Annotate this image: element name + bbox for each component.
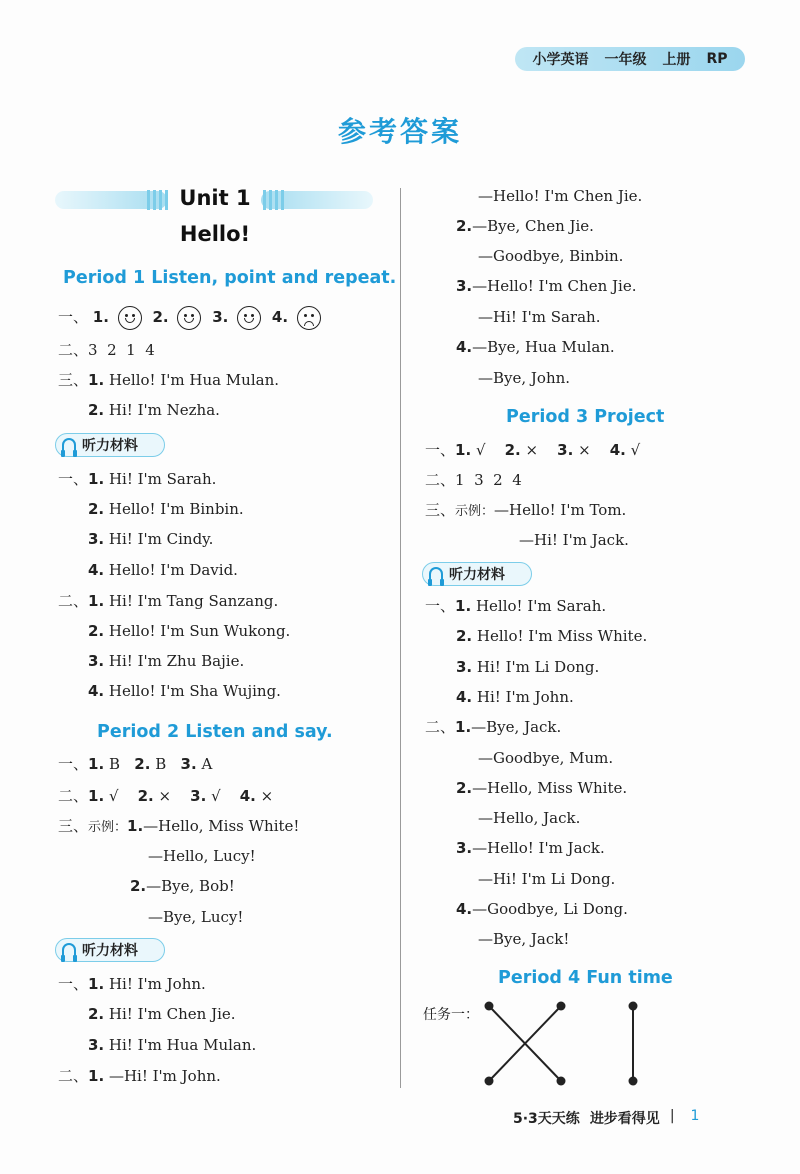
p2-a1-label: 一、	[58, 975, 89, 993]
dialogue-line: —Bye, Jack.	[471, 718, 562, 736]
item-number: 2.	[88, 1005, 105, 1023]
list-item	[456, 337, 615, 357]
item-number: 2.	[456, 627, 473, 645]
p1-q1-n2: 2.	[152, 308, 169, 326]
p2-q3-row2	[130, 876, 235, 896]
answer: ×	[260, 787, 274, 805]
p1-q3-n1: 1.	[88, 371, 105, 389]
audio-material-label: 听力材料	[82, 438, 138, 454]
item-number: 2.	[504, 441, 521, 459]
audio-material-tag	[422, 562, 532, 586]
p1-q3-n2: 2.	[88, 401, 105, 419]
item-text: Hi! I'm John.	[108, 975, 206, 993]
item-number: 2.	[88, 622, 105, 640]
list-item	[425, 596, 606, 616]
p1-q1-n1: 1.	[92, 308, 109, 326]
headphone-icon	[429, 567, 443, 581]
p1-q2-answer: 3 2 1 4	[88, 341, 155, 359]
list-item	[88, 1035, 256, 1055]
item-number: 2.	[456, 217, 473, 235]
audio-material-label: 听力材料	[82, 943, 138, 959]
list-item	[88, 529, 213, 549]
dialogue-line: —Bye, Jack!	[478, 930, 570, 948]
list-item	[88, 621, 290, 641]
header-edition: RP	[706, 51, 728, 67]
p2-q1-label: 一、	[58, 755, 89, 773]
dialogue-line: —Bye, Bob!	[146, 877, 235, 895]
audio-material-tag	[55, 433, 165, 457]
p1-q1-n3: 3.	[212, 308, 229, 326]
footer-series: 5·3天天练	[513, 1111, 580, 1127]
item-number: 4.	[88, 561, 105, 579]
item-number: 4.	[456, 900, 473, 918]
period-3-title: Period 3 Project	[506, 407, 665, 427]
list-item	[58, 591, 278, 611]
item-number: 3.	[88, 1036, 105, 1054]
item-number: 2.	[137, 787, 154, 805]
item-text: Hi! I'm Tang Sanzang.	[108, 592, 279, 610]
match-dot	[485, 1002, 494, 1011]
footer-slogan: 进步看得见	[589, 1111, 660, 1127]
p1-a2-label: 二、	[58, 592, 89, 610]
item-number: 2.	[134, 755, 151, 773]
item-number: 1.	[88, 975, 105, 993]
p1-q1-row	[58, 306, 327, 330]
period-1-title: Period 1 Listen, point and repeat.	[63, 268, 397, 288]
audio-material-label: 听力材料	[449, 567, 505, 583]
period-4-title: Period 4 Fun time	[498, 968, 673, 988]
list-item	[456, 687, 574, 707]
item-number: 2.	[456, 779, 473, 797]
item-text: Hi! I'm Chen Jie.	[108, 1005, 236, 1023]
match-dot	[557, 1077, 566, 1086]
match-dot	[629, 1077, 638, 1086]
lesson-title: Hello!	[179, 222, 251, 246]
unit-title: Unit 1	[179, 186, 251, 210]
page-number: 1	[690, 1108, 700, 1124]
page-footer	[513, 1108, 699, 1128]
item-text: Hello! I'm David.	[108, 561, 238, 579]
list-item	[456, 838, 605, 858]
headphone-icon	[62, 438, 76, 452]
answer: ×	[525, 441, 539, 459]
footer-separator: |	[669, 1108, 675, 1124]
item-text: Hello! I'm Binbin.	[108, 500, 244, 518]
item-number: 3.	[190, 787, 207, 805]
p1-q2-label: 二、	[58, 341, 89, 359]
item-number: 3.	[456, 277, 473, 295]
period-2-title: Period 2 Listen and say.	[97, 722, 333, 742]
dialogue-line: —Hello, Miss White.	[472, 779, 628, 797]
p2-a2-label: 二、	[58, 1067, 89, 1085]
answer: √	[108, 787, 119, 805]
answer: A	[201, 755, 213, 773]
dialogue-line: —Bye, Hua Mulan.	[472, 338, 615, 356]
p1-q3-row2	[88, 400, 220, 420]
item-number: 3.	[456, 839, 473, 857]
matching-lines-diagram	[478, 996, 648, 1086]
dialogue-line: —Bye, Chen Jie.	[472, 217, 594, 235]
answer: ×	[578, 441, 591, 459]
p1-q3-label: 三、	[58, 371, 89, 389]
item-number: 2.	[88, 500, 105, 518]
list-item	[88, 560, 238, 580]
item-number: 3.	[88, 530, 105, 548]
answer: √	[211, 787, 221, 805]
match-dot	[557, 1002, 566, 1011]
item-number: 1.	[127, 817, 144, 835]
p3-q1-label: 一、	[425, 441, 456, 459]
item-number: 3.	[456, 658, 473, 676]
item-number: 4.	[456, 688, 473, 706]
item-number: 4.	[456, 338, 473, 356]
item-number: 1.	[455, 597, 472, 615]
p2-q1-row	[58, 754, 212, 774]
list-item	[456, 899, 628, 919]
item-text: Hi! I'm Zhu Bajie.	[108, 652, 245, 670]
dialogue-line: —Goodbye, Mum.	[478, 749, 614, 767]
item-number: 1.	[455, 441, 472, 459]
p3-a2-label: 二、	[425, 718, 456, 736]
item-number: 3.	[557, 441, 574, 459]
item-text: Hi! I'm Hua Mulan.	[108, 1036, 257, 1054]
item-text: Hello! I'm Sarah.	[475, 597, 607, 615]
match-dot	[629, 1002, 638, 1011]
list-item	[456, 276, 636, 296]
item-text: Hi! I'm John.	[476, 688, 574, 706]
item-number: 1.	[88, 755, 105, 773]
item-number: 1.	[455, 718, 472, 736]
item-text: Hello! I'm Sha Wujing.	[108, 682, 281, 700]
dialogue-line: —Hello, Jack.	[478, 809, 581, 827]
dialogue-line: —Hi! I'm Li Dong.	[478, 870, 616, 888]
p3-q2-answer: 1 3 2 4	[455, 471, 522, 489]
item-text: Hello! I'm Sun Wukong.	[108, 622, 291, 640]
example-label: 示例：	[455, 504, 495, 519]
column-divider	[400, 188, 401, 1088]
dialogue-line: —Hello! I'm Chen Jie.	[478, 187, 643, 205]
dialogue-line: —Hi! I'm Jack.	[519, 531, 629, 549]
list-item	[456, 657, 599, 677]
dialogue-line: —Hello! I'm Jack.	[472, 839, 605, 857]
item-number: 1.	[88, 787, 105, 805]
example-label: 示例：	[88, 820, 128, 835]
p2-q3-label: 三、	[58, 817, 89, 835]
list-item	[58, 1066, 221, 1086]
dialogue-line: —Hello! I'm Chen Jie.	[472, 277, 637, 295]
item-number: 3.	[180, 755, 197, 773]
list-item	[58, 974, 206, 994]
p3-q1-row	[425, 440, 640, 460]
dialogue-line: —Goodbye, Li Dong.	[472, 900, 628, 918]
task-1-label: 任务一：	[423, 1007, 479, 1023]
p3-q3-label: 三、	[425, 501, 456, 519]
item-text: —Hi! I'm John.	[108, 1067, 221, 1085]
answer: B	[108, 755, 120, 773]
list-item	[88, 651, 244, 671]
smiley-sad-icon	[297, 306, 321, 330]
smiley-happy-icon	[237, 306, 261, 330]
p2-q2-row	[58, 786, 273, 806]
p2-q3-row	[58, 816, 299, 838]
p1-q1-n4: 4.	[271, 308, 289, 326]
p3-a1-label: 一、	[425, 597, 456, 615]
p1-q2-row	[58, 340, 155, 360]
dialogue-line: —Hi! I'm Sarah.	[478, 308, 601, 326]
list-item	[425, 717, 561, 737]
headphone-icon	[62, 943, 76, 957]
p3-q3-row	[425, 500, 626, 522]
answer: √	[475, 441, 486, 459]
list-item	[456, 216, 594, 236]
p1-q1-label: 一、	[58, 308, 89, 326]
dialogue-line: —Hello, Miss White!	[143, 817, 300, 835]
audio-material-tag	[55, 938, 165, 962]
header-grade: 一年级	[604, 52, 647, 68]
smiley-happy-icon	[177, 306, 201, 330]
list-item	[88, 499, 244, 519]
p3-q2-row	[425, 470, 522, 490]
item-number: 1.	[88, 592, 105, 610]
item-number: 1.	[88, 470, 105, 488]
list-item	[58, 469, 216, 489]
p1-q3-row	[58, 370, 279, 390]
list-item	[456, 778, 627, 798]
item-number: 4.	[239, 787, 256, 805]
item-number: 4.	[88, 682, 105, 700]
p3-q2-label: 二、	[425, 471, 456, 489]
match-dot	[485, 1077, 494, 1086]
dialogue-line: —Bye, Lucy!	[148, 908, 244, 926]
item-text: Hi! I'm Li Dong.	[476, 658, 600, 676]
p1-q3-t1: Hello! I'm Hua Mulan.	[108, 371, 279, 389]
item-text: Hi! I'm Sarah.	[108, 470, 217, 488]
item-number: 1.	[88, 1067, 105, 1085]
item-text: Hello! I'm Miss White.	[476, 627, 648, 645]
answer: √	[630, 441, 641, 459]
answer: B	[155, 755, 167, 773]
list-item	[88, 1004, 236, 1024]
dialogue-line: —Goodbye, Binbin.	[478, 247, 624, 265]
list-item	[88, 681, 281, 701]
p2-q2-label: 二、	[58, 787, 89, 805]
p1-a1-label: 一、	[58, 470, 89, 488]
smiley-happy-icon	[118, 306, 142, 330]
item-number: 3.	[88, 652, 105, 670]
dialogue-line: —Hello! I'm Tom.	[494, 501, 627, 519]
list-item	[456, 626, 647, 646]
header-subject: 小学英语	[532, 52, 589, 68]
dialogue-line: —Bye, John.	[478, 369, 571, 387]
header-volume: 上册	[662, 52, 691, 68]
dialogue-line: —Hello, Lucy!	[148, 847, 256, 865]
item-number: 4.	[609, 441, 626, 459]
answer: ×	[158, 787, 172, 805]
item-number: 2.	[130, 877, 147, 895]
page-title: 参考答案	[337, 115, 462, 148]
p1-q3-t2: Hi! I'm Nezha.	[108, 401, 220, 419]
header-bar	[515, 47, 745, 71]
item-text: Hi! I'm Cindy.	[108, 530, 214, 548]
